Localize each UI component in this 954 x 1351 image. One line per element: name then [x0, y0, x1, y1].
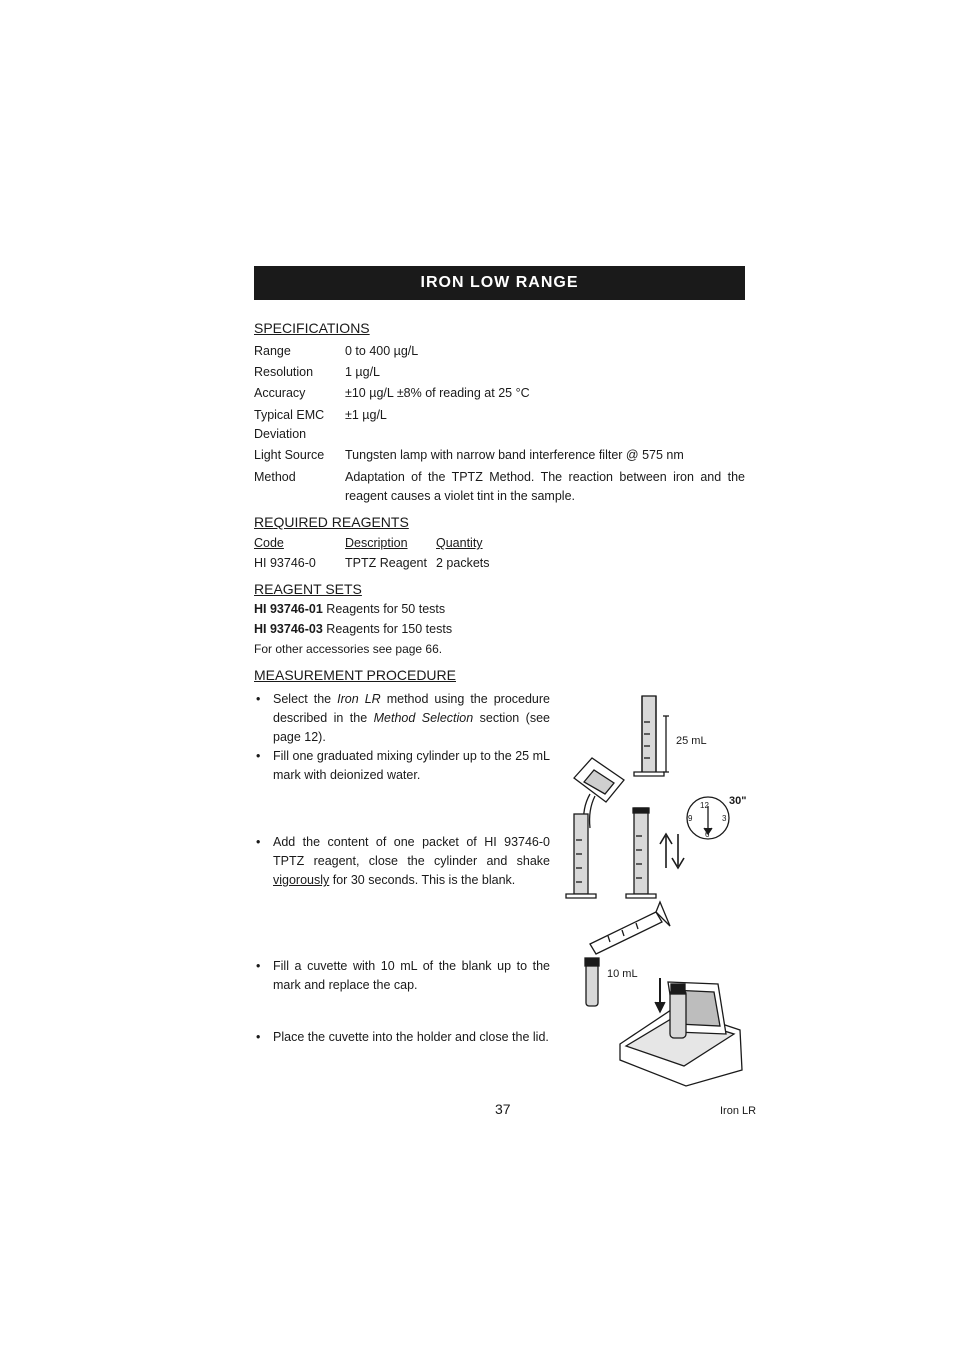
reagent-quantity: 2 packets: [436, 556, 490, 570]
footer-label: Iron LR: [720, 1105, 757, 1117]
spec-value: 1 µg/L: [345, 365, 381, 379]
procedure-illustration: [560, 690, 755, 1090]
page-number: 37: [495, 1101, 511, 1117]
clock-label: 12: [700, 801, 709, 810]
page-title: IRON LOW RANGE: [254, 266, 745, 300]
reagent-code: HI 93746-0: [254, 556, 316, 570]
spec-label: Range: [254, 344, 291, 358]
reagent-set-item: [254, 622, 452, 636]
reagent-description: TPTZ Reagent: [345, 556, 427, 570]
spec-value: Adaptation of the TPTZ Method. The reaction between iron and the reagent causes a violet tint in the sample.: [345, 470, 745, 503]
shake-arrows-icon: [660, 834, 684, 868]
column-header-quantity: Quantity: [436, 536, 483, 550]
required-reagents-heading: REQUIRED REAGENTS: [254, 514, 409, 530]
specifications-heading: SPECIFICATIONS: [254, 320, 370, 336]
meter-cuvette-holder-icon: [620, 978, 742, 1086]
spec-label: Accuracy: [254, 386, 306, 400]
procedure-heading: MEASUREMENT PROCEDURE: [254, 667, 456, 683]
reagent-set-desc: Reagents for 150 tests: [326, 622, 453, 636]
label-10ml: 10 mL: [607, 968, 638, 980]
reagent-set-desc: Reagents for 50 tests: [326, 602, 446, 616]
spec-label: Method: [254, 470, 296, 484]
cuvette-icon: [585, 958, 599, 1006]
spec-value: ±1 µg/L: [345, 408, 387, 422]
column-header-code: Code: [254, 536, 284, 550]
clock-label: 6: [705, 830, 710, 839]
spec-label: Light Source: [254, 448, 325, 462]
clock-label: 9: [688, 814, 693, 823]
spec-value: Tungsten lamp with narrow band interference filter @ 575 nm: [345, 448, 684, 462]
mixing-cylinder-icon: [566, 814, 596, 898]
reagent-set-code: HI 93746-03: [254, 622, 323, 636]
accessories-note: For other accessories see page 66.: [254, 642, 443, 656]
spec-label: Typical EMC Deviation: [254, 408, 325, 441]
column-header-description: Description: [345, 536, 408, 550]
spec-value: 0 to 400 µg/L: [345, 344, 419, 358]
pouring-cylinder-icon: [590, 902, 670, 954]
label-25ml: 25 mL: [676, 735, 707, 747]
clock-label: 3: [722, 814, 727, 823]
graduated-cylinder-icon: [634, 696, 669, 776]
reagent-set-code: HI 93746-01: [254, 602, 323, 616]
reagent-sets-heading: REAGENT SETS: [254, 581, 362, 597]
reagent-set-item: [254, 602, 445, 616]
label-30-seconds: 30": [729, 795, 747, 807]
capped-cylinder-icon: [626, 808, 656, 898]
spec-label: Resolution: [254, 365, 314, 379]
spec-value: ±10 µg/L ±8% of reading at 25 °C: [345, 386, 530, 400]
